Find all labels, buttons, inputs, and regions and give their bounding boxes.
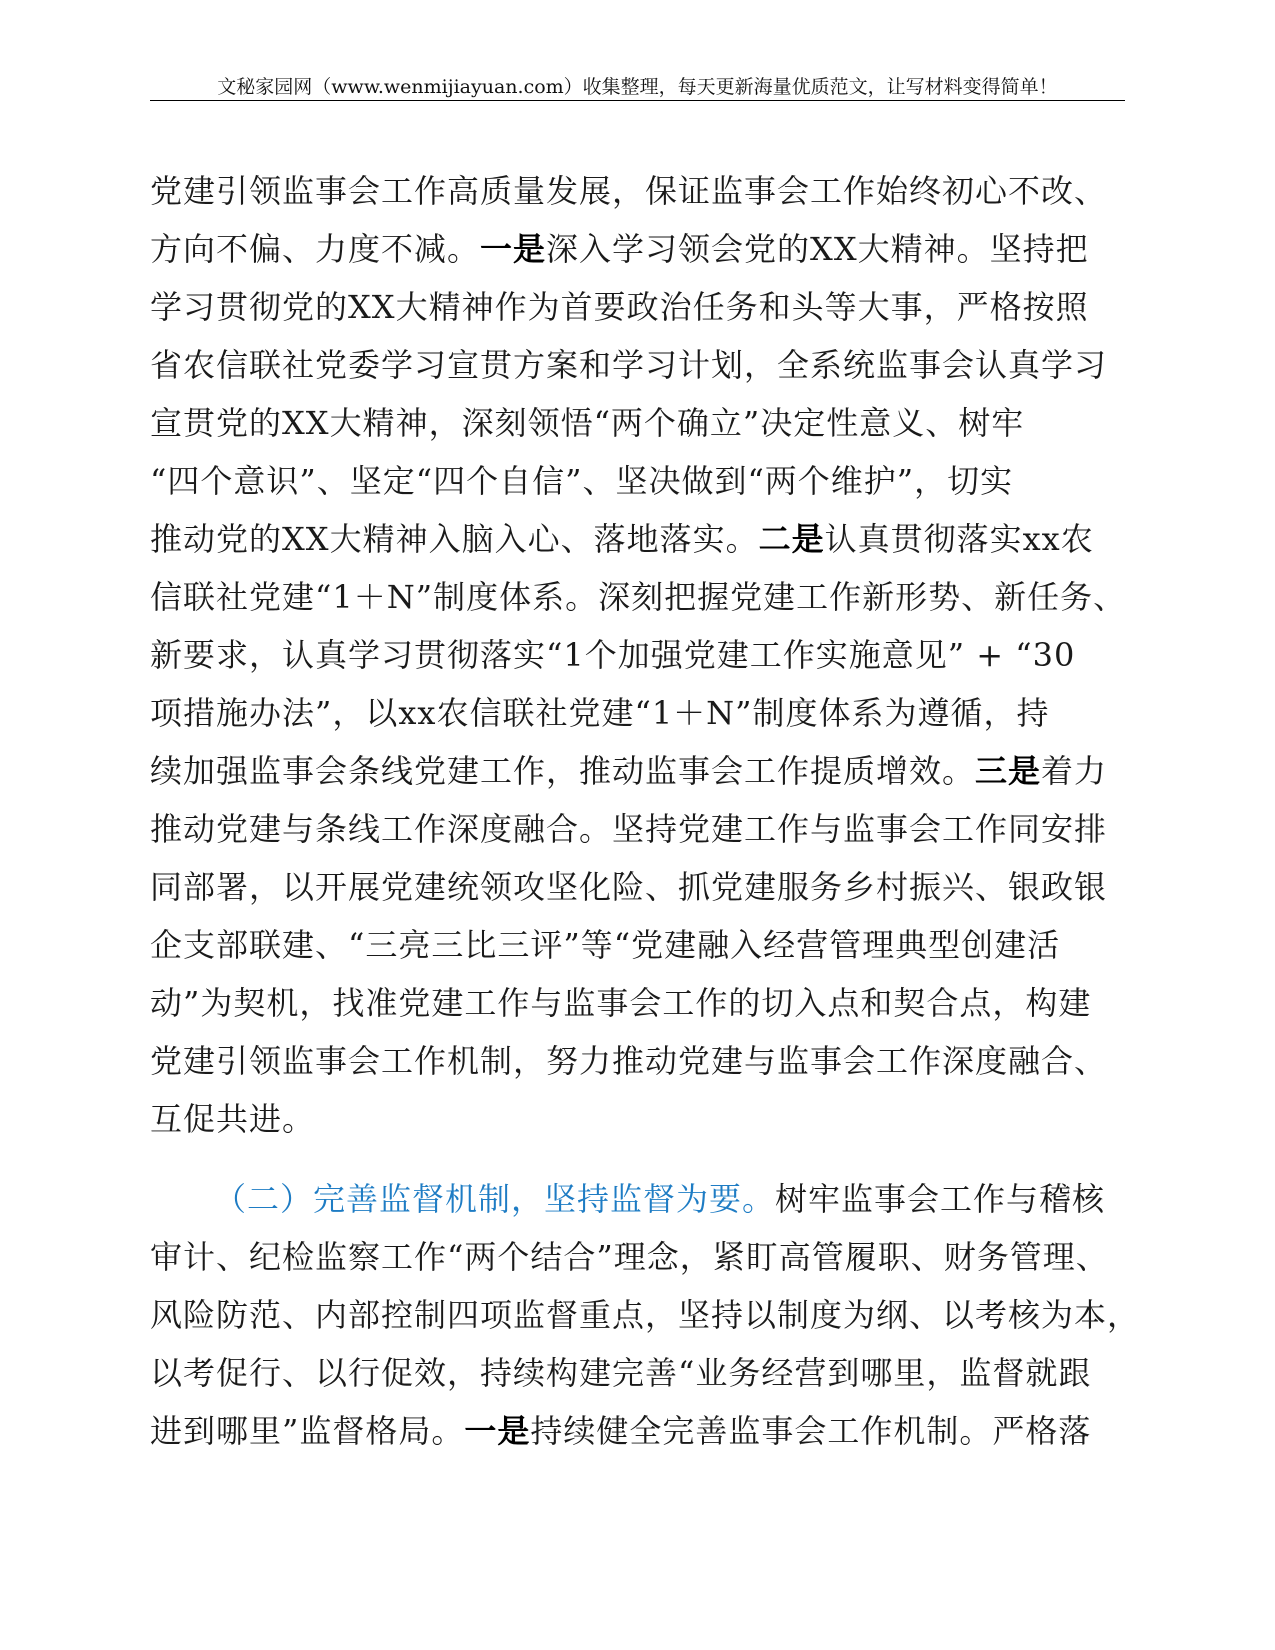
text-line: 进到哪里”监督格局。一是持续健全完善监事会工作机制。严格落 bbox=[150, 1412, 1092, 1450]
section-heading: （二）完善监督机制，坚持监督为要。 bbox=[214, 1180, 776, 1218]
text-line: 党建引领监事会工作高质量发展，保证监事会工作始终初心不改、 bbox=[150, 172, 1108, 210]
emphasis-label: 一是 bbox=[464, 1412, 531, 1450]
text-line: 互促共进。 bbox=[150, 1100, 316, 1138]
text-line: 续加强监事会条线党建工作，推动监事会工作提质增效。三是着力 bbox=[150, 752, 1108, 790]
paragraph-spacing bbox=[150, 1148, 1125, 1170]
text-line: 项措施办法”，以xx农信联社党建“1＋N”制度体系为遵循，持 bbox=[150, 694, 1050, 732]
emphasis-label: 二是 bbox=[758, 520, 825, 558]
text-line: 省农信联社党委学习宣贯方案和学习计划，全系统监事会认真学习 bbox=[150, 346, 1108, 384]
emphasis-label: 一是 bbox=[480, 230, 547, 268]
header-divider bbox=[150, 100, 1125, 101]
paragraph-2 bbox=[150, 1170, 1141, 1460]
text-line: 企支部联建、“三亮三比三评”等“党建融入经营管理典型创建活 bbox=[150, 926, 1061, 964]
text-line: 风险防范、内部控制四项监督重点，坚持以制度为纲、以考核为本， bbox=[150, 1296, 1141, 1334]
text-line: 党建引领监事会工作机制，努力推动党建与监事会工作深度融合、 bbox=[150, 1042, 1108, 1080]
text-line: 宣贯党的XX大精神，深刻领悟“两个确立”决定性意义、树牢 bbox=[150, 404, 1025, 442]
text-line: 推动党建与条线工作深度融合。坚持党建工作与监事会工作同安排 bbox=[150, 810, 1108, 848]
text-line: 新要求，认真学习贯彻落实“1个加强党建工作实施意见” + “30 bbox=[150, 636, 1076, 674]
text-line: 学习贯彻党的XX大精神作为首要政治任务和头等大事，严格按照 bbox=[150, 288, 1089, 326]
text-line: 以考促行、以行促效，持续构建完善“业务经营到哪里，监督就跟 bbox=[150, 1354, 1092, 1392]
emphasis-label: 三是 bbox=[975, 752, 1042, 790]
text-line: 方向不偏、力度不减。一是深入学习领会党的XX大精神。坚持把 bbox=[150, 230, 1089, 268]
text-line: 同部署，以开展党建统领攻坚化险、抓党建服务乡村振兴、银政银 bbox=[150, 868, 1108, 906]
paragraph-1 bbox=[150, 162, 1125, 1148]
text-line: 信联社党建“1＋N”制度体系。深刻把握党建工作新形势、新任务、 bbox=[150, 578, 1127, 616]
text-line: 推动党的XX大精神入脑入心、落地落实。二是认真贯彻落实xx农 bbox=[150, 520, 1094, 558]
text-line: 审计、纪检监察工作“两个结合”理念，紧盯高管履职、财务管理、 bbox=[150, 1238, 1109, 1276]
text-line: （二）完善监督机制，坚持监督为要。树牢监事会工作与稽核 bbox=[214, 1180, 1106, 1218]
text-line: 动”为契机，找准党建工作与监事会工作的切入点和契合点，构建 bbox=[150, 984, 1092, 1022]
page-header: 文秘家园网（www.wenmijiayuan.com）收集整理，每天更新海量优质范文，让写材料变得简单！ bbox=[217, 76, 1058, 98]
text-line: “四个意识”、坚定“四个自信”、坚决做到“两个维护”，切实 bbox=[150, 462, 1014, 500]
document-body bbox=[150, 162, 1141, 1460]
